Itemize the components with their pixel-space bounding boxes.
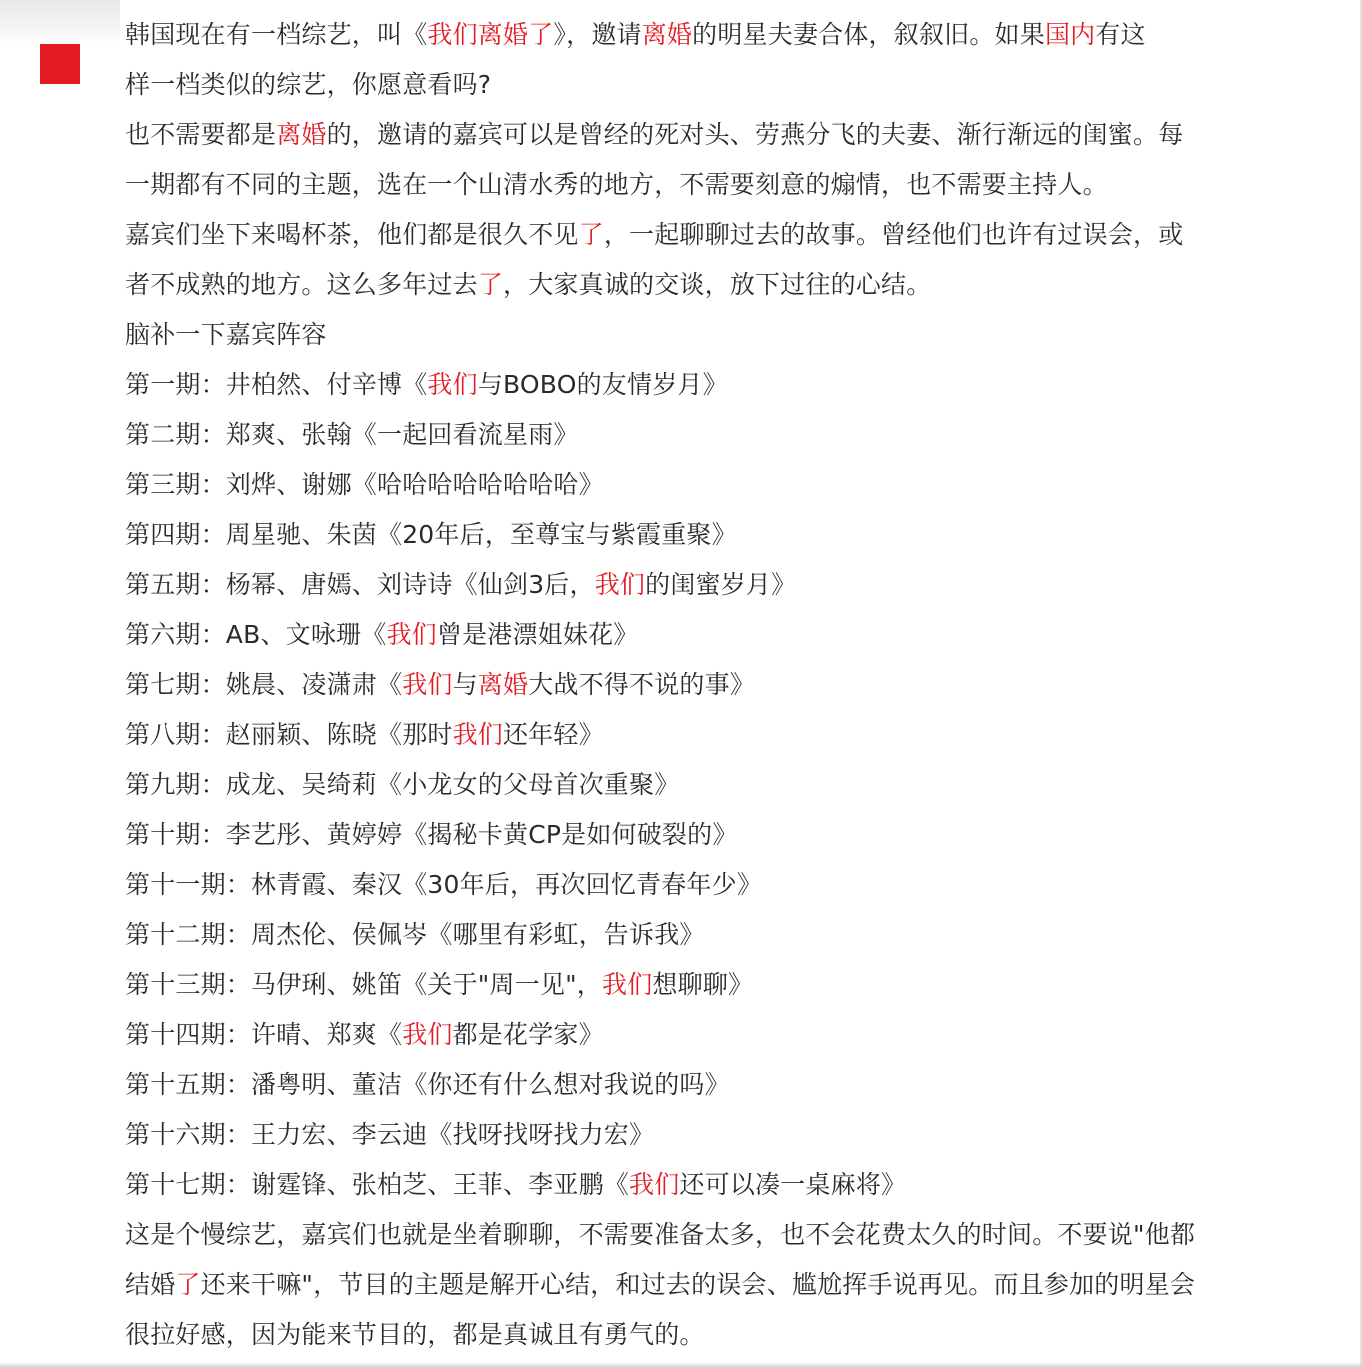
text-segment: 第九期：成龙、吴绮莉《小龙女的父母首次重聚》 (125, 770, 680, 799)
text-segment: 也不需要都是 (125, 120, 277, 149)
text-segment: 脑补一下嘉宾阵容 (125, 320, 327, 349)
highlighted-keyword: 我们 (594, 570, 646, 599)
text-segment: 还可以凑一桌麻将》 (679, 1170, 907, 1199)
text-segment: 第八期：赵丽颖、陈晓《那时 (125, 720, 453, 749)
text-segment: 韩国现在有一档综艺，叫《 (125, 20, 428, 49)
highlighted-keyword: 我们 (452, 720, 504, 749)
text-segment: 第四期：周星驰、朱茵《20年后，至尊宝与紫霞重聚》 (125, 520, 737, 549)
text-line (125, 410, 1325, 460)
highlighted-keyword: 我们 (402, 670, 453, 699)
text-line (125, 660, 1325, 710)
text-line (125, 1210, 1325, 1260)
text-segment: 》，邀请 (553, 20, 642, 49)
text-segment: 的明星夫妻合体，叙叙旧。如果 (692, 20, 1045, 49)
text-line (125, 1060, 1325, 1110)
text-segment: 与BOBO的友情岁月》 (477, 370, 728, 399)
corner-fade (0, 0, 120, 44)
text-segment: 第十二期：周杰伦、侯佩岑《哪里有彩虹，告诉我》 (125, 920, 705, 949)
text-segment: ，一起聊聊过去的故事。曾经他们也许有过误会，或 (603, 220, 1184, 249)
highlighted-keyword: 了 (578, 220, 604, 249)
text-line (125, 1160, 1325, 1210)
text-segment: ，大家真诚的交谈，放下过往的心结。 (503, 270, 932, 299)
text-line (125, 60, 1325, 110)
text-segment: 第十六期：王力宏、李云迪《找呀找呀找力宏》 (125, 1120, 655, 1149)
highlighted-keyword: 离婚 (477, 670, 529, 699)
text-line (125, 1260, 1325, 1310)
text-line (125, 910, 1325, 960)
text-segment: 有这 (1095, 20, 1146, 49)
text-line (125, 760, 1325, 810)
text-line (125, 1010, 1325, 1060)
highlighted-keyword: 离婚 (641, 20, 693, 49)
text-line (125, 560, 1325, 610)
text-line (125, 210, 1325, 260)
text-segment: 想聊聊》 (652, 970, 754, 999)
red-square-icon (40, 44, 80, 84)
highlighted-keyword: 我们 (629, 1170, 680, 1199)
text-line (125, 160, 1325, 210)
text-line (125, 110, 1325, 160)
text-segment: 的闺蜜岁月》 (645, 570, 797, 599)
text-line (125, 1110, 1325, 1160)
text-segment: 的，邀请的嘉宾可以是曾经的死对头、劳燕分飞的夫妻、渐行渐远的闺蜜。每 (326, 120, 1184, 149)
highlighted-keyword: 我们 (386, 620, 437, 649)
highlighted-keyword: 我们 (402, 1020, 453, 1049)
text-segment: 第十四期：许晴、郑爽《 (125, 1020, 403, 1049)
highlighted-keyword: 我们 (602, 970, 653, 999)
article-body (125, 10, 1325, 1360)
highlighted-keyword: 了 (175, 1270, 201, 1299)
text-segment: 都是花学家》 (452, 1020, 604, 1049)
text-segment: 还来干嘛"，节目的主题是解开心结，和过去的误会、尴尬挥手说再见。而且参加的明星会 (200, 1270, 1196, 1299)
text-line (125, 10, 1325, 60)
text-segment: 还年轻》 (503, 720, 604, 749)
text-segment: 第五期：杨幂、唐嫣、刘诗诗《仙剑3后， (125, 570, 595, 599)
text-segment: 第十五期：潘粤明、董洁《你还有什么想对我说的吗》 (125, 1070, 730, 1099)
text-line (125, 710, 1325, 760)
text-segment: 第十期：李艺彤、黄婷婷《揭秘卡黄CP是如何破裂的》 (125, 820, 738, 849)
text-segment: 结婚 (125, 1270, 176, 1299)
text-segment: 样一档类似的综艺，你愿意看吗? (125, 70, 492, 99)
text-line (125, 810, 1325, 860)
page-edge-bottom (0, 1362, 1362, 1368)
text-line (125, 510, 1325, 560)
text-line (125, 360, 1325, 410)
text-line (125, 260, 1325, 310)
text-segment: 与 (452, 670, 478, 699)
text-segment: 第七期：姚晨、凌潇肃《 (125, 670, 403, 699)
highlighted-keyword: 我们 (427, 370, 478, 399)
text-segment: 曾是港漂姐妹花》 (436, 620, 639, 649)
text-line (125, 460, 1325, 510)
text-line (125, 960, 1325, 1010)
text-segment: 第一期：井柏然、付辛博《 (125, 370, 428, 399)
highlighted-keyword: 国内 (1044, 20, 1096, 49)
text-line (125, 860, 1325, 910)
highlighted-keyword: 了 (477, 270, 504, 299)
text-segment: 嘉宾们坐下来喝杯茶，他们都是很久不见 (125, 220, 579, 249)
text-segment: 这是个慢综艺，嘉宾们也就是坐着聊聊，不需要准备太多，也不会花费太久的时间。不要说"他都 (125, 1220, 1196, 1249)
text-line (125, 1310, 1325, 1360)
text-line (125, 310, 1325, 360)
text-segment: 第十七期：谢霆锋、张柏芝、王菲、李亚鹏《 (125, 1170, 630, 1199)
text-segment: 第十三期：马伊琍、姚笛《关于"周一见"， (125, 970, 602, 999)
text-segment: 者不成熟的地方。这么多年过去 (125, 270, 478, 299)
text-line (125, 610, 1325, 660)
text-segment: 很拉好感，因为能来节目的，都是真诚且有勇气的。 (125, 1320, 705, 1349)
text-segment: 第十一期：林青霞、秦汉《30年后，再次回忆青春年少》 (125, 870, 763, 899)
text-segment: 大战不得不说的事》 (528, 670, 756, 699)
text-segment: 第六期：AB、文咏珊《 (125, 620, 387, 649)
text-segment: 第二期：郑爽、张翰《一起回看流星雨》 (125, 420, 579, 449)
text-segment: 一期都有不同的主题，选在一个山清水秀的地方，不需要刻意的煽情，也不需要主持人。 (125, 170, 1108, 199)
highlighted-keyword: 离婚 (276, 120, 327, 149)
highlighted-keyword: 我们离婚了 (427, 20, 554, 49)
corner-badge (0, 0, 120, 84)
text-segment: 第三期：刘烨、谢娜《哈哈哈哈哈哈哈哈》 (125, 470, 604, 499)
